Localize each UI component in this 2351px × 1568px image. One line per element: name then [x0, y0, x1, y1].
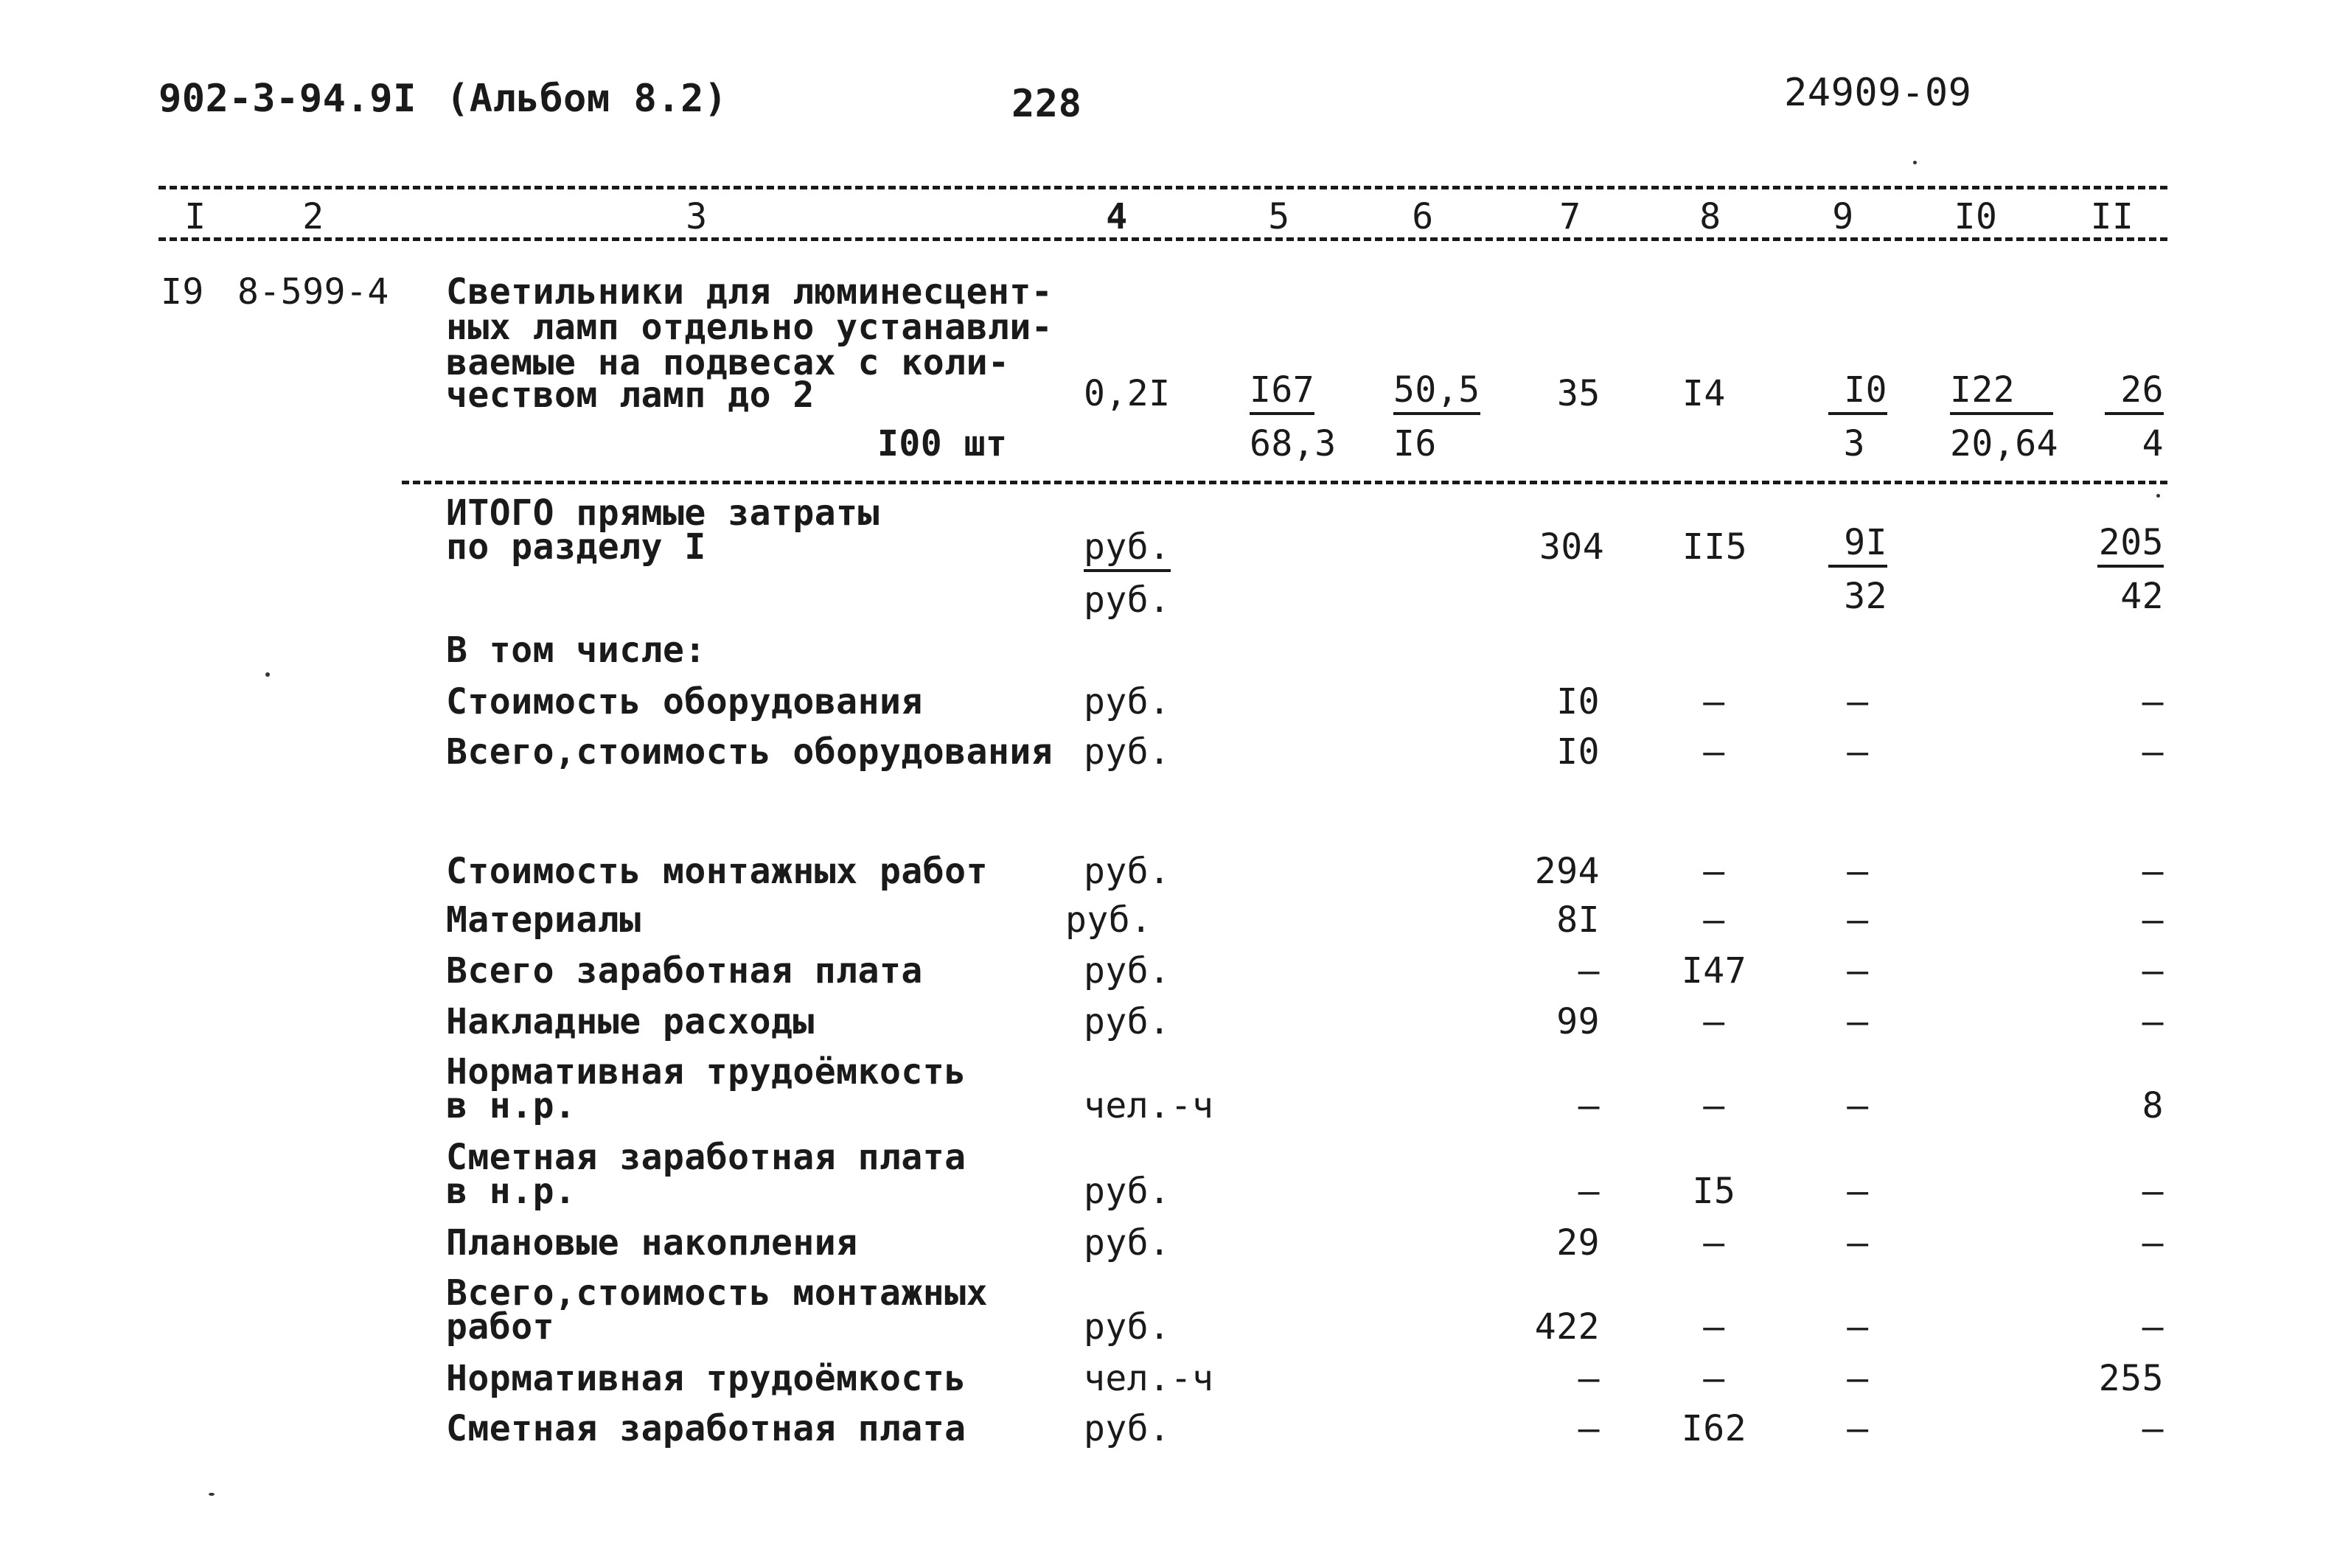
item-c10-top: I22	[1950, 372, 2053, 415]
row-c8: –	[1703, 851, 1725, 892]
row-unit: руб.	[1084, 851, 1171, 892]
row-c9: –	[1847, 731, 1869, 773]
header-top-rule	[159, 186, 2167, 189]
row-c11: –	[2142, 1222, 2164, 1264]
item-description-line: Светильники для люминесцент-	[446, 271, 1053, 313]
row-c11: –	[2142, 899, 2164, 941]
total-c11-bottom: 42	[2120, 576, 2164, 617]
column-header-2: 2	[302, 196, 324, 237]
total-label-line: ИТОГО прямые затраты	[446, 492, 880, 534]
item-c11-top: 26	[2105, 372, 2164, 415]
item-description-line: чеством ламп до 2	[446, 374, 815, 416]
row-c11: –	[2142, 681, 2164, 722]
row-label: Всего,стоимость оборудования	[446, 731, 1053, 773]
row-unit: руб.	[1084, 1408, 1171, 1449]
row-c8: –	[1703, 1085, 1725, 1126]
row-label: Всего,стоимость монтажных	[446, 1272, 988, 1314]
column-header-4: 4	[1106, 196, 1128, 237]
total-unit-top: руб.	[1084, 529, 1171, 572]
row-c7: 99	[1556, 1001, 1600, 1042]
total-c11-top: 205	[2097, 525, 2164, 568]
row-c9: –	[1847, 1085, 1869, 1126]
item-code: 8-599-4	[237, 271, 389, 313]
row-c9: –	[1847, 1222, 1869, 1264]
column-header-7: 7	[1559, 196, 1581, 237]
item-c6-bottom: I6	[1393, 423, 1437, 464]
row-c7: 294	[1534, 851, 1600, 892]
column-header-1: I	[184, 196, 206, 237]
row-label: Нормативная трудоёмкость	[446, 1358, 966, 1399]
row-label: в н.р.	[446, 1085, 577, 1126]
row-c9: –	[1847, 1358, 1869, 1399]
section-divider	[402, 481, 2167, 484]
row-c8: –	[1703, 1222, 1725, 1264]
row-label: Стоимость монтажных работ	[446, 851, 988, 892]
row-label: Сметная заработная плата	[446, 1408, 966, 1449]
column-header-8: 8	[1699, 196, 1721, 237]
total-label-line: по разделу I	[446, 526, 706, 568]
item-c5-top: I67	[1250, 372, 1314, 415]
row-label: Сметная заработная плата	[446, 1137, 966, 1178]
row-c8: I5	[1692, 1171, 1736, 1212]
row-unit: чел.-ч	[1084, 1358, 1214, 1399]
row-c11: –	[2142, 1171, 2164, 1212]
row-c9: –	[1847, 899, 1869, 941]
row-label: работ	[446, 1306, 554, 1348]
item-description-line: ных ламп отдельно устанавли-	[446, 307, 1053, 348]
row-unit: руб.	[1084, 1001, 1171, 1042]
total-unit-bottom: руб.	[1084, 579, 1171, 621]
column-header-6: 6	[1412, 196, 1434, 237]
album-label: (Альбом 8.2)	[446, 77, 728, 121]
row-unit: руб.	[1065, 899, 1152, 941]
column-header-3: 3	[686, 196, 708, 237]
row-c8: –	[1703, 1306, 1725, 1348]
item-c8: I4	[1682, 373, 1726, 414]
page-number: 228	[1011, 82, 1082, 126]
column-header-11: II	[2090, 196, 2134, 237]
row-label: Материалы	[446, 899, 641, 941]
row-c9: –	[1847, 950, 1869, 992]
row-c7: –	[1578, 1085, 1600, 1126]
row-c8: –	[1703, 1358, 1725, 1399]
row-c8: –	[1703, 731, 1725, 773]
row-c7: –	[1578, 1408, 1600, 1449]
row-label: в н.р.	[446, 1171, 577, 1212]
scan-speck	[209, 1493, 215, 1496]
row-c11: 8	[2142, 1085, 2164, 1126]
row-c11: –	[2142, 1408, 2164, 1449]
item-c9-bottom: 3	[1843, 423, 1865, 464]
sheet-number: 24909-09	[1784, 71, 1972, 115]
row-c8: I62	[1681, 1408, 1747, 1449]
row-c9: –	[1847, 1001, 1869, 1042]
row-c7: –	[1578, 950, 1600, 992]
row-c11: –	[2142, 1001, 2164, 1042]
row-c7: 29	[1556, 1222, 1600, 1264]
row-c11: 255	[2098, 1358, 2164, 1399]
row-c7: I0	[1556, 681, 1600, 722]
item-quantity: 0,2I	[1084, 373, 1171, 414]
row-c8: –	[1703, 681, 1725, 722]
item-unit: I00 шт	[877, 423, 1008, 464]
row-label: Стоимость оборудования	[446, 681, 923, 722]
row-c8: –	[1703, 1001, 1725, 1042]
row-label: Плановые накопления	[446, 1222, 858, 1264]
row-c9: –	[1847, 851, 1869, 892]
scan-speck	[1913, 161, 1917, 164]
row-c11: –	[2142, 851, 2164, 892]
row-c7: –	[1578, 1171, 1600, 1212]
row-label: Накладные расходы	[446, 1001, 815, 1042]
row-c9: –	[1847, 1408, 1869, 1449]
row-c11: –	[2142, 1306, 2164, 1348]
header-bottom-rule	[159, 237, 2167, 241]
row-unit: руб.	[1084, 681, 1171, 722]
total-c8: II5	[1682, 526, 1748, 568]
row-c9: –	[1847, 1171, 1869, 1212]
item-index: I9	[161, 271, 204, 313]
row-unit: чел.-ч	[1084, 1085, 1214, 1126]
row-c11: –	[2142, 731, 2164, 773]
column-header-10: I0	[1954, 196, 1998, 237]
row-c11: –	[2142, 950, 2164, 992]
item-c7: 35	[1557, 373, 1601, 414]
row-c7: 8I	[1556, 899, 1600, 941]
column-header-5: 5	[1268, 196, 1290, 237]
scan-speck	[265, 672, 270, 677]
row-c9: –	[1847, 681, 1869, 722]
row-c7: I0	[1556, 731, 1600, 773]
row-unit: руб.	[1084, 731, 1171, 773]
document-code: 902-3-94.9I	[159, 77, 417, 121]
item-c9-top: I0	[1828, 372, 1887, 415]
row-unit: руб.	[1084, 1171, 1171, 1212]
item-c5-bottom: 68,3	[1250, 423, 1337, 464]
item-description-line: ваемые на подвесах с коли-	[446, 342, 1010, 383]
row-unit: руб.	[1084, 950, 1171, 992]
row-unit: руб.	[1084, 1222, 1171, 1264]
row-label: Нормативная трудоёмкость	[446, 1051, 966, 1093]
item-c10-bottom: 20,64	[1950, 423, 2058, 464]
total-c9-bottom: 32	[1844, 576, 1887, 617]
row-c9: –	[1847, 1306, 1869, 1348]
row-c8: I47	[1681, 950, 1747, 992]
row-c8: –	[1703, 899, 1725, 941]
row-c7: 422	[1534, 1306, 1600, 1348]
row-c7: –	[1578, 1358, 1600, 1399]
including-label: В том числе:	[446, 630, 706, 671]
row-unit: руб.	[1084, 1306, 1171, 1348]
column-header-9: 9	[1832, 196, 1854, 237]
item-c6-top: 50,5	[1393, 372, 1480, 415]
total-c7: 304	[1539, 526, 1605, 568]
item-c11-bottom: 4	[2142, 423, 2164, 464]
scan-speck	[2156, 494, 2160, 498]
total-c9-top: 9I	[1828, 525, 1887, 568]
row-label: Всего заработная плата	[446, 950, 923, 992]
